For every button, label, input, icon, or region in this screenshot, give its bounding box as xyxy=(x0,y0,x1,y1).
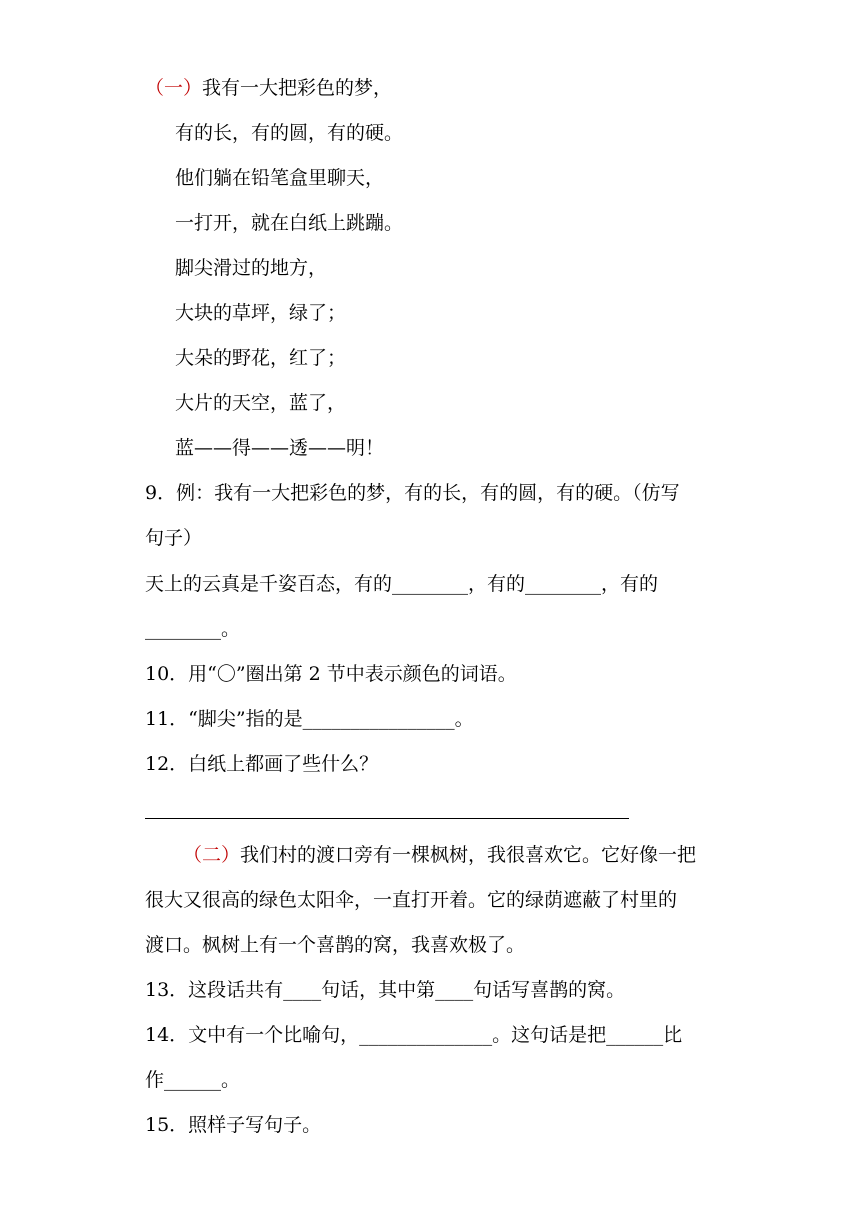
poem-line-2: 他们躺在铅笔盒里聊天， xyxy=(175,167,385,189)
section-2-number: （二） xyxy=(183,844,241,866)
question-9-line-1: 9．例：我有一大把彩色的梦，有的长，有的圆，有的硬。（仿写 xyxy=(145,482,680,504)
question-9-line-3: 天上的云真是千姿百态，有的________，有的________，有的 xyxy=(145,573,659,595)
answer-line-12 xyxy=(145,818,629,819)
poem-line-0: 我有一大把彩色的梦， xyxy=(202,77,393,99)
passage-2-line-1-text: 我们村的渡口旁有一棵枫树，我很喜欢它。它好像一把 xyxy=(240,844,697,866)
question-14-line-2: 作______。 xyxy=(145,1069,241,1091)
question-15: 15．照样子写句子。 xyxy=(145,1114,322,1136)
passage-2-line-2: 很大又很高的绿色太阳伞，一直打开着。它的绿荫遮蔽了村里的 xyxy=(145,889,678,911)
question-10: 10．用“〇”圈出第 2 节中表示颜色的词语。 xyxy=(145,663,517,685)
poem-line-4: 脚尖滑过的地方， xyxy=(175,257,328,279)
section-1-number: （一） xyxy=(145,77,203,99)
poem-line-7: 大片的天空，蓝了， xyxy=(175,392,347,414)
poem-line-3: 一打开，就在白纸上跳蹦。 xyxy=(175,212,404,234)
question-12: 12．白纸上都画了些什么？ xyxy=(145,753,379,775)
passage-2-line-1 xyxy=(183,842,696,868)
question-11: 11．“脚尖”指的是________________。 xyxy=(145,708,474,730)
poem-line-1: 有的长，有的圆，有的硬。 xyxy=(175,122,404,144)
question-14-line-1: 14．文中有一个比喻句，______________。这句话是把______比 xyxy=(145,1024,683,1046)
poem-line-8: 蓝——得——透——明！ xyxy=(175,437,385,459)
question-13: 13．这段话共有____句话，其中第____句话写喜鹊的窝。 xyxy=(145,979,626,1001)
poem-first-line xyxy=(145,75,392,101)
passage-2-line-3: 渡口。枫树上有一个喜鹊的窝，我喜欢极了。 xyxy=(145,934,526,956)
question-9-line-2: 句子） xyxy=(145,527,203,549)
poem-line-5: 大块的草坪，绿了； xyxy=(175,302,347,324)
poem-line-6: 大朵的野花，红了； xyxy=(175,347,347,369)
question-9-line-4: ________。 xyxy=(145,618,241,640)
